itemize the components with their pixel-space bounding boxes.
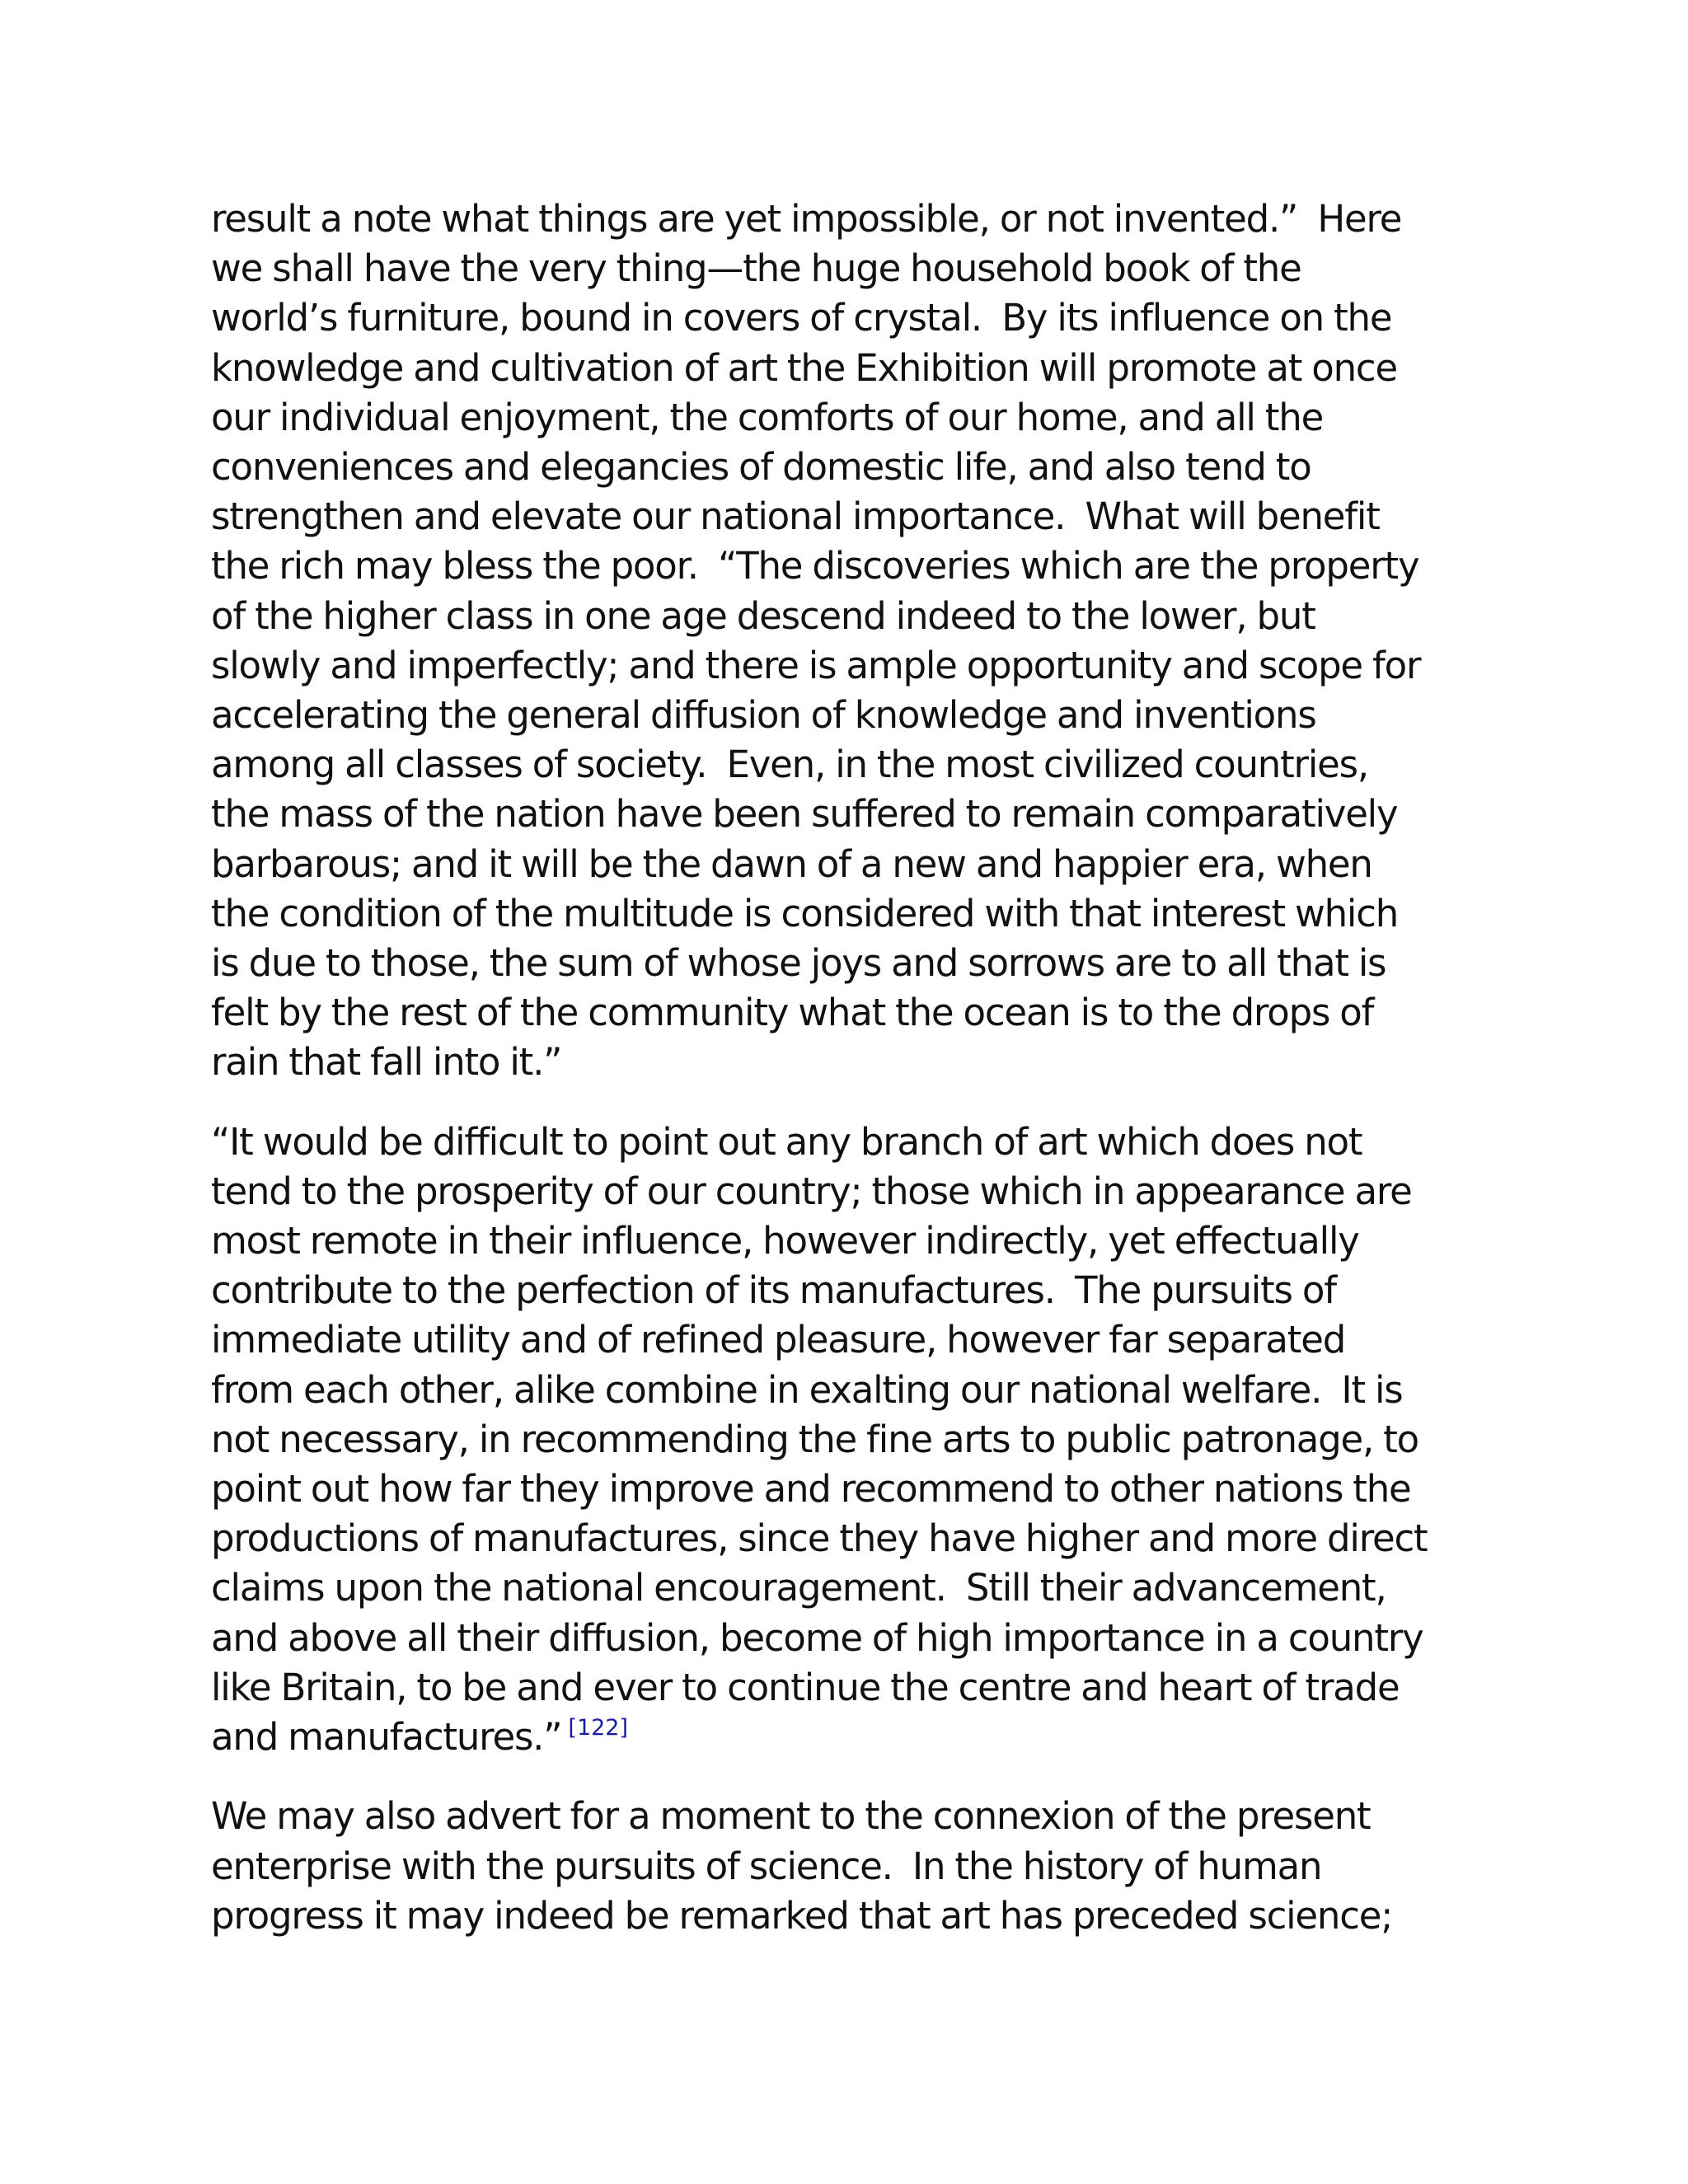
document-page — [211, 194, 1497, 1971]
paragraph-2 — [211, 1118, 1497, 1763]
text-line: felt by the rest of the community what the ocean is to the drops of — [211, 991, 1374, 1035]
text-line: enterprise with the pursuits of science. In the history of human — [211, 1844, 1322, 1888]
text-line: among all classes of society. Even, in the most civilized countries, — [211, 743, 1368, 787]
text-line: claims upon the national encouragement. Still their advancement, — [211, 1566, 1386, 1610]
text-line: our individual enjoyment, the comforts of our home, and all the — [211, 395, 1324, 439]
text-line: is due to those, the sum of whose joys and sorrows are to all that is — [211, 941, 1386, 986]
text-line: world’s furniture, bound in covers of crystal. By its influence on the — [211, 296, 1392, 340]
text-line: the mass of the nation have been suffered to remain comparatively — [211, 792, 1398, 837]
paragraph-1 — [211, 194, 1497, 1088]
text-line: knowledge and cultivation of art the Exhibition will promote at once — [211, 345, 1397, 390]
text-line: progress it may indeed be remarked that art has preceded science; — [211, 1893, 1393, 1938]
text-line: we shall have the very thing—the huge household book of the — [211, 246, 1301, 291]
text-line: conveniences and elegancies of domestic life, and also tend to — [211, 445, 1311, 490]
text-line: the rich may bless the poor. “The discoveries which are the property — [211, 544, 1419, 588]
text-line: of the higher class in one age descend indeed to the lower, but — [211, 593, 1315, 638]
text-line: slowly and imperfectly; and there is ample opportunity and scope for — [211, 643, 1421, 687]
text-line: contribute to the perfection of its manufactures. The pursuits of — [211, 1268, 1336, 1313]
text-line: rain that fall into it.” — [211, 1040, 562, 1085]
text-line: strengthen and elevate our national importance. What will benefit — [211, 494, 1380, 539]
text-line: not necessary, in recommending the fine arts to public patronage, to — [211, 1417, 1418, 1461]
text-line: We may also advert for a moment to the connexion of the present — [211, 1794, 1371, 1839]
text-line: tend to the prosperity of our country; those which in appearance are — [211, 1169, 1412, 1213]
text-line: and above all their diffusion, become of high importance in a country — [211, 1615, 1423, 1660]
text-line: from each other, alike combine in exalting our national welfare. It is — [211, 1367, 1403, 1412]
footnote-link[interactable]: [122] — [568, 1715, 629, 1741]
paragraph-3 — [211, 1792, 1497, 1941]
text-line: the condition of the multitude is considered with that interest which — [211, 891, 1399, 935]
text-line: most remote in their influence, however indirectly, yet effectually — [211, 1219, 1359, 1263]
text-line: accelerating the general diffusion of knowledge and inventions — [211, 693, 1316, 738]
text-line: productions of manufactures, since they have higher and more direct — [211, 1516, 1428, 1561]
text-line: barbarous; and it will be the dawn of a new and happier era, when — [211, 841, 1372, 886]
text-line: immediate utility and of refined pleasure, however far separated — [211, 1318, 1346, 1362]
text-line: point out how far they improve and recommend to other nations the — [211, 1467, 1411, 1511]
text-line: like Britain, to be and ever to continue the centre and heart of trade — [211, 1665, 1400, 1709]
text-line: result a note what things are yet impossible, or not invented.” Here — [211, 197, 1402, 241]
text-line: and manufactures.” [122] — [211, 1715, 629, 1760]
text-line: “It would be difficult to point out any branch of art which does not — [211, 1119, 1362, 1164]
